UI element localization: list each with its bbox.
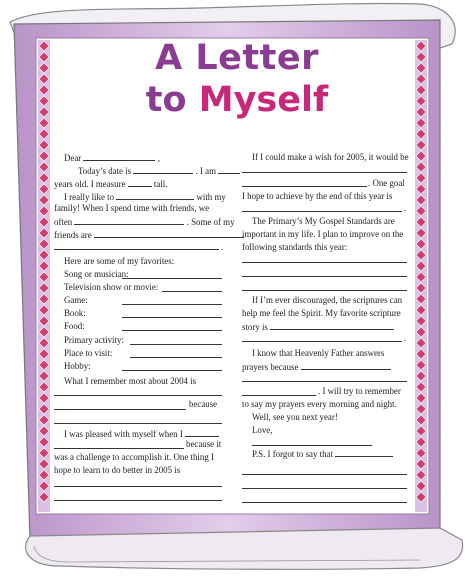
wish-blank-1[interactable]: [242, 172, 407, 173]
willtry-label: . I will try to remember: [318, 386, 401, 396]
ps-blank-4[interactable]: [242, 502, 407, 503]
favorite-blank[interactable]: [122, 330, 222, 331]
often-line: [54, 216, 235, 228]
really-line: [64, 191, 226, 203]
pleased-blank-2[interactable]: [54, 448, 184, 449]
primary-line-1: The Primary’s My Gospel Standards are: [252, 216, 395, 226]
primary-line-2: important in my life. I plan to improve on the: [242, 229, 404, 239]
signature-blank[interactable]: [252, 445, 372, 446]
prayers-blank[interactable]: [301, 361, 391, 370]
favorite-blank[interactable]: [122, 317, 222, 318]
story-blank-2[interactable]: [242, 341, 402, 342]
achieve-period: .: [404, 203, 407, 213]
prayers-label: prayers because: [242, 362, 299, 372]
favorites-intro: Here are some of my favorites:: [64, 256, 175, 266]
ps-line: [252, 448, 393, 460]
ps-label: P.S. I forgot to say that: [252, 449, 333, 459]
challenge-line: was a challenge to accomplish it. One thing I: [54, 452, 214, 462]
saypray-line: to say my prayers every morning and night.: [242, 399, 397, 409]
favorite-label: Song or musician:: [64, 269, 129, 279]
remember-line: What I remember most about 2004 is: [64, 376, 197, 386]
standards-blank-1[interactable]: [242, 262, 407, 263]
story-line: [242, 321, 394, 333]
remember-blank-2[interactable]: [54, 409, 186, 410]
age-blank[interactable]: [218, 165, 240, 174]
friends-label: friends are: [54, 230, 92, 240]
page-title-line2: [0, 80, 474, 120]
iam-label: . I am: [195, 166, 217, 176]
friends-line: [54, 229, 244, 241]
family-line: family! When I spend time with friends, we: [54, 203, 210, 213]
favorite-label: Food:: [64, 321, 85, 332]
becauseit-label: because it: [186, 439, 222, 449]
page-title-line1: A Letter: [155, 38, 319, 78]
ps-blank[interactable]: [335, 448, 393, 457]
prayers-blank-2[interactable]: [242, 381, 407, 382]
favorite-label: Primary activity:: [64, 334, 124, 345]
title-myself: Myself: [198, 80, 329, 120]
favorite-blank[interactable]: [122, 278, 222, 279]
hope-blank-1[interactable]: [54, 486, 222, 487]
favorite-label: Television show or movie:: [64, 282, 159, 293]
today-label: Today’s date is: [78, 166, 132, 176]
dear-comma: ,: [157, 153, 160, 163]
favorite-label: Game:: [64, 295, 88, 306]
achieve-blank[interactable]: [242, 211, 402, 212]
onegoal-label: . One goal: [368, 178, 405, 188]
ps-blank-3[interactable]: [242, 488, 407, 489]
discouraged-line-1: If I’m ever discouraged, the scriptures can: [252, 295, 403, 305]
love-line: Love,: [252, 425, 273, 435]
pleased-blank[interactable]: [185, 428, 219, 437]
friends-blank-2[interactable]: [54, 249, 219, 250]
wish-line: If I could make a wish for 2005, it would be: [252, 152, 409, 162]
discouraged-line-2: help me feel the Spirit. My favorite scripture: [242, 308, 401, 318]
favorite-label: Book:: [64, 308, 86, 319]
favorite-blank[interactable]: [122, 304, 222, 305]
standards-blank-3[interactable]: [242, 290, 407, 291]
ps-blank-2[interactable]: [242, 474, 407, 475]
hope-blank-2[interactable]: [54, 500, 222, 501]
years-label: years old. I measure: [54, 179, 126, 189]
favorite-label: Place to visit:: [64, 347, 113, 358]
because-label: because: [189, 399, 218, 409]
story-blank[interactable]: [270, 321, 394, 330]
really-label: I really like to: [64, 192, 115, 202]
seeyou-line: Well, see you next year!: [252, 412, 338, 422]
wish-blank-2[interactable]: [242, 186, 367, 187]
remember-blank-3[interactable]: [54, 423, 222, 424]
height-blank[interactable]: [128, 178, 152, 187]
date-line: [78, 165, 240, 177]
prayers-blank-3[interactable]: [242, 395, 316, 396]
know-line-2: [242, 361, 391, 373]
dear-line: [64, 152, 160, 164]
achieve-line: I hope to achieve by the end of this year is: [242, 191, 393, 201]
standards-blank-2[interactable]: [242, 276, 407, 277]
withmy-label: with my: [196, 192, 226, 202]
often-label: often: [54, 217, 73, 227]
dear-label: Dear: [64, 153, 82, 163]
favorite-blank[interactable]: [130, 344, 222, 345]
pleased-label: I was pleased with myself when I: [64, 429, 183, 439]
often-blank[interactable]: [74, 216, 184, 225]
really-blank[interactable]: [116, 191, 194, 200]
favorite-label: Hobby:: [64, 360, 91, 371]
favorite-blank[interactable]: [130, 357, 222, 358]
favorite-blank[interactable]: [162, 291, 222, 292]
name-blank[interactable]: [83, 152, 155, 161]
primary-line-3: following standards this year:: [242, 242, 348, 252]
friends-period: .: [221, 242, 224, 252]
someof-label: . Some of my: [186, 217, 235, 227]
remember-blank-1[interactable]: [54, 395, 222, 396]
story-period: .: [404, 333, 407, 343]
friends-blank[interactable]: [94, 229, 244, 238]
tall-label: tall.: [153, 179, 168, 189]
storyis-label: story is: [242, 322, 268, 332]
hope-line: hope to learn to do better in 2005 is: [54, 465, 181, 475]
know-line-1: I know that Heavenly Father answers: [252, 348, 385, 358]
title-to: to: [145, 80, 199, 120]
date-blank[interactable]: [133, 165, 193, 174]
favorite-blank[interactable]: [122, 370, 222, 371]
measure-line: [54, 178, 167, 190]
